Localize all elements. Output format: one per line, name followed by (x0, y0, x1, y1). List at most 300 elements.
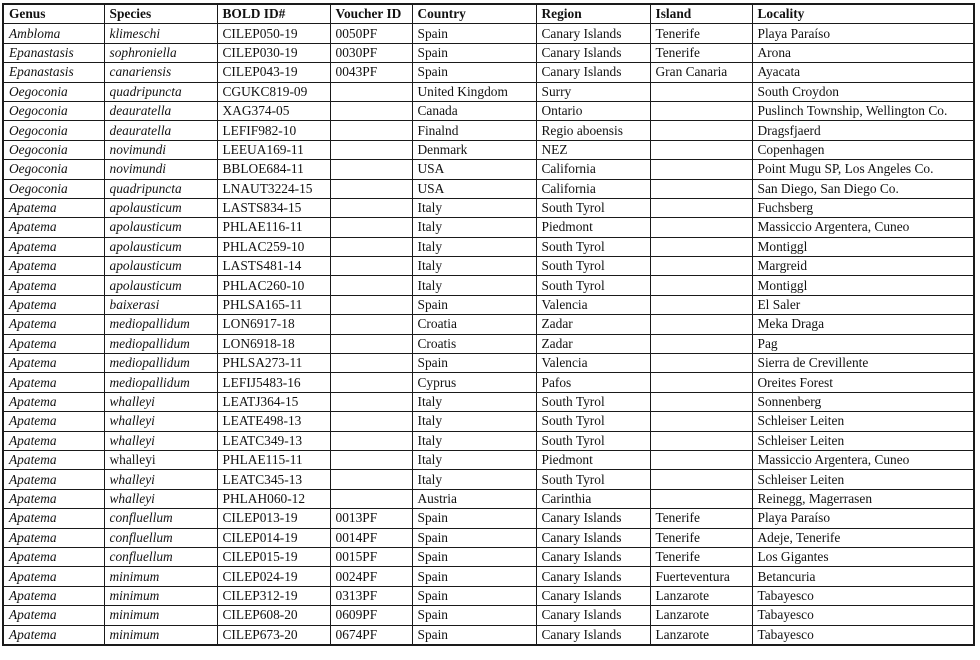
cell-bold-id: LON6918-18 (217, 334, 330, 353)
cell-region: Valencia (536, 354, 650, 373)
cell-island (650, 198, 752, 217)
cell-species: mediopallidum (104, 373, 217, 392)
table-row (3, 295, 974, 314)
cell-voucher-id: 0013PF (330, 509, 412, 528)
cell-bold-id: LEFIF982-10 (217, 121, 330, 140)
cell-species: whalleyi (104, 489, 217, 508)
cell-species: deauratella (104, 121, 217, 140)
cell-voucher-id (330, 450, 412, 469)
cell-genus: Apatema (3, 315, 104, 334)
table-row (3, 431, 974, 450)
table-row (3, 179, 974, 198)
cell-country: USA (412, 179, 536, 198)
cell-voucher-id (330, 160, 412, 179)
table-row (3, 334, 974, 353)
table-row (3, 509, 974, 528)
cell-country: Denmark (412, 140, 536, 159)
cell-species: apolausticum (104, 218, 217, 237)
cell-region: Valencia (536, 295, 650, 314)
table-row (3, 101, 974, 120)
cell-locality: Los Gigantes (752, 547, 974, 566)
cell-bold-id: CILEP024-19 (217, 567, 330, 586)
cell-bold-id: PHLAH060-12 (217, 489, 330, 508)
cell-voucher-id: 0609PF (330, 606, 412, 625)
table-row (3, 567, 974, 586)
cell-region: Canary Islands (536, 509, 650, 528)
cell-bold-id: CILEP312-19 (217, 586, 330, 605)
cell-island: Fuerteventura (650, 567, 752, 586)
cell-species: baixerasi (104, 295, 217, 314)
cell-country: Spain (412, 606, 536, 625)
cell-region: South Tyrol (536, 237, 650, 256)
table-row (3, 218, 974, 237)
cell-species: canariensis (104, 63, 217, 82)
cell-voucher-id (330, 101, 412, 120)
table-row (3, 373, 974, 392)
cell-region: South Tyrol (536, 431, 650, 450)
cell-region: Ontario (536, 101, 650, 120)
cell-locality: Playa Paraíso (752, 24, 974, 43)
cell-region: Canary Islands (536, 567, 650, 586)
cell-locality: Ayacata (752, 63, 974, 82)
cell-country: Spain (412, 295, 536, 314)
cell-region: Piedmont (536, 218, 650, 237)
cell-region: South Tyrol (536, 257, 650, 276)
cell-voucher-id (330, 354, 412, 373)
specimen-table-container (2, 3, 975, 646)
cell-region: NEZ (536, 140, 650, 159)
cell-genus: Oegoconia (3, 160, 104, 179)
cell-locality: Tabayesco (752, 586, 974, 605)
cell-voucher-id: 0674PF (330, 625, 412, 645)
cell-bold-id: LASTS834-15 (217, 198, 330, 217)
cell-voucher-id: 0043PF (330, 63, 412, 82)
cell-locality: Meka Draga (752, 315, 974, 334)
table-row (3, 140, 974, 159)
cell-species: whalleyi (104, 470, 217, 489)
cell-island: Lanzarote (650, 586, 752, 605)
cell-voucher-id (330, 276, 412, 295)
cell-region: Canary Islands (536, 625, 650, 645)
cell-locality: San Diego, San Diego Co. (752, 179, 974, 198)
cell-genus: Apatema (3, 257, 104, 276)
cell-bold-id: PHLAC259-10 (217, 237, 330, 256)
cell-country: Austria (412, 489, 536, 508)
header-species: Species (104, 4, 217, 24)
cell-species: novimundi (104, 160, 217, 179)
cell-genus: Apatema (3, 412, 104, 431)
cell-bold-id: LEATC345-13 (217, 470, 330, 489)
cell-bold-id: CGUKC819-09 (217, 82, 330, 101)
cell-country: Spain (412, 354, 536, 373)
cell-bold-id: CILEP015-19 (217, 547, 330, 566)
cell-voucher-id: 0015PF (330, 547, 412, 566)
table-row (3, 489, 974, 508)
cell-locality: Tabayesco (752, 625, 974, 645)
cell-island (650, 101, 752, 120)
table-row (3, 315, 974, 334)
cell-island (650, 354, 752, 373)
cell-genus: Apatema (3, 198, 104, 217)
cell-voucher-id (330, 489, 412, 508)
cell-island (650, 121, 752, 140)
cell-bold-id: CILEP050-19 (217, 24, 330, 43)
cell-bold-id: PHLSA273-11 (217, 354, 330, 373)
cell-locality: Montiggl (752, 237, 974, 256)
cell-region: Carinthia (536, 489, 650, 508)
specimen-table (2, 3, 975, 646)
cell-genus: Apatema (3, 509, 104, 528)
cell-genus: Apatema (3, 625, 104, 645)
cell-region: Surry (536, 82, 650, 101)
cell-island: Tenerife (650, 509, 752, 528)
table-row (3, 528, 974, 547)
table-row (3, 547, 974, 566)
cell-genus: Apatema (3, 373, 104, 392)
cell-locality: Reinegg, Magerrasen (752, 489, 974, 508)
cell-island (650, 140, 752, 159)
cell-species: whalleyi (104, 450, 217, 469)
table-row (3, 450, 974, 469)
cell-species: deauratella (104, 101, 217, 120)
cell-genus: Apatema (3, 450, 104, 469)
cell-island (650, 431, 752, 450)
cell-region: Canary Islands (536, 606, 650, 625)
cell-species: apolausticum (104, 276, 217, 295)
table-row (3, 82, 974, 101)
header-locality: Locality (752, 4, 974, 24)
table-body (3, 24, 974, 645)
cell-region: South Tyrol (536, 412, 650, 431)
cell-voucher-id (330, 140, 412, 159)
header-genus: Genus (3, 4, 104, 24)
cell-island: Tenerife (650, 547, 752, 566)
cell-species: confluellum (104, 528, 217, 547)
cell-bold-id: CILEP673-20 (217, 625, 330, 645)
cell-genus: Apatema (3, 489, 104, 508)
cell-country: Canada (412, 101, 536, 120)
cell-region: Zadar (536, 315, 650, 334)
cell-species: klimeschi (104, 24, 217, 43)
cell-species: apolausticum (104, 237, 217, 256)
cell-island (650, 218, 752, 237)
cell-genus: Epanastasis (3, 43, 104, 62)
cell-island (650, 450, 752, 469)
cell-locality: Margreid (752, 257, 974, 276)
cell-bold-id: LEATE498-13 (217, 412, 330, 431)
cell-genus: Apatema (3, 237, 104, 256)
table-row (3, 24, 974, 43)
table-row (3, 392, 974, 411)
cell-country: Italy (412, 431, 536, 450)
cell-genus: Apatema (3, 431, 104, 450)
cell-country: Spain (412, 43, 536, 62)
cell-locality: Betancuria (752, 567, 974, 586)
cell-bold-id: LON6917-18 (217, 315, 330, 334)
table-row (3, 412, 974, 431)
cell-voucher-id: 0313PF (330, 586, 412, 605)
cell-island (650, 160, 752, 179)
cell-genus: Oegoconia (3, 101, 104, 120)
cell-genus: Apatema (3, 606, 104, 625)
cell-island (650, 373, 752, 392)
cell-locality: Pag (752, 334, 974, 353)
header-country: Country (412, 4, 536, 24)
cell-region: California (536, 179, 650, 198)
cell-voucher-id (330, 218, 412, 237)
cell-locality: Playa Paraíso (752, 509, 974, 528)
table-row (3, 354, 974, 373)
cell-bold-id: PHLSA165-11 (217, 295, 330, 314)
cell-genus: Apatema (3, 354, 104, 373)
cell-region: Regio aboensis (536, 121, 650, 140)
cell-species: minimum (104, 625, 217, 645)
table-row (3, 121, 974, 140)
cell-locality: Schleiser Leiten (752, 412, 974, 431)
cell-bold-id: CILEP608-20 (217, 606, 330, 625)
table-row (3, 606, 974, 625)
cell-bold-id: XAG374-05 (217, 101, 330, 120)
cell-voucher-id (330, 334, 412, 353)
cell-bold-id: PHLAC260-10 (217, 276, 330, 295)
cell-country: Spain (412, 63, 536, 82)
cell-island (650, 237, 752, 256)
cell-species: minimum (104, 567, 217, 586)
cell-island (650, 179, 752, 198)
cell-island: Tenerife (650, 24, 752, 43)
cell-region: Canary Islands (536, 528, 650, 547)
table-row (3, 237, 974, 256)
cell-region: South Tyrol (536, 198, 650, 217)
cell-region: Canary Islands (536, 24, 650, 43)
cell-bold-id: CILEP030-19 (217, 43, 330, 62)
table-row (3, 198, 974, 217)
cell-locality: Schleiser Leiten (752, 431, 974, 450)
cell-country: Italy (412, 276, 536, 295)
cell-locality: Massiccio Argentera, Cuneo (752, 218, 974, 237)
cell-genus: Apatema (3, 470, 104, 489)
cell-country: Spain (412, 528, 536, 547)
header-row (3, 4, 974, 24)
cell-species: confluellum (104, 509, 217, 528)
cell-species: mediopallidum (104, 315, 217, 334)
cell-locality: Puslinch Township, Wellington Co. (752, 101, 974, 120)
cell-locality: Massiccio Argentera, Cuneo (752, 450, 974, 469)
cell-voucher-id: 0030PF (330, 43, 412, 62)
cell-voucher-id (330, 82, 412, 101)
cell-locality: Fuchsberg (752, 198, 974, 217)
cell-species: quadripuncta (104, 82, 217, 101)
cell-bold-id: LEFIJ5483-16 (217, 373, 330, 392)
cell-genus: Apatema (3, 567, 104, 586)
cell-country: Spain (412, 625, 536, 645)
table-row (3, 63, 974, 82)
cell-species: whalleyi (104, 392, 217, 411)
cell-voucher-id (330, 315, 412, 334)
cell-region: South Tyrol (536, 276, 650, 295)
cell-region: Canary Islands (536, 547, 650, 566)
cell-species: minimum (104, 586, 217, 605)
cell-genus: Apatema (3, 392, 104, 411)
cell-country: USA (412, 160, 536, 179)
cell-country: Finalnd (412, 121, 536, 140)
cell-locality: Adeje, Tenerife (752, 528, 974, 547)
cell-region: Pafos (536, 373, 650, 392)
cell-voucher-id (330, 295, 412, 314)
cell-voucher-id: 0024PF (330, 567, 412, 586)
cell-voucher-id (330, 392, 412, 411)
cell-region: South Tyrol (536, 470, 650, 489)
cell-island (650, 334, 752, 353)
table-row (3, 276, 974, 295)
cell-bold-id: LASTS481-14 (217, 257, 330, 276)
cell-country: Italy (412, 470, 536, 489)
cell-genus: Apatema (3, 586, 104, 605)
header-bold-id: BOLD ID# (217, 4, 330, 24)
header-voucher-id: Voucher ID (330, 4, 412, 24)
cell-genus: Apatema (3, 334, 104, 353)
cell-country: Croatis (412, 334, 536, 353)
cell-island: Lanzarote (650, 625, 752, 645)
cell-region: South Tyrol (536, 392, 650, 411)
cell-species: whalleyi (104, 431, 217, 450)
cell-locality: El Saler (752, 295, 974, 314)
cell-country: Italy (412, 392, 536, 411)
cell-species: sophroniella (104, 43, 217, 62)
cell-country: Croatia (412, 315, 536, 334)
cell-locality: Oreites Forest (752, 373, 974, 392)
cell-locality: Dragsfjaerd (752, 121, 974, 140)
cell-species: mediopallidum (104, 334, 217, 353)
cell-bold-id: PHLAE115-11 (217, 450, 330, 469)
cell-genus: Apatema (3, 295, 104, 314)
cell-voucher-id (330, 179, 412, 198)
cell-species: mediopallidum (104, 354, 217, 373)
cell-island (650, 412, 752, 431)
cell-genus: Ambloma (3, 24, 104, 43)
cell-species: whalleyi (104, 412, 217, 431)
cell-region: Piedmont (536, 450, 650, 469)
header-region: Region (536, 4, 650, 24)
cell-region: California (536, 160, 650, 179)
cell-voucher-id (330, 257, 412, 276)
cell-locality: Point Mugu SP, Los Angeles Co. (752, 160, 974, 179)
cell-voucher-id (330, 121, 412, 140)
cell-bold-id: PHLAE116-11 (217, 218, 330, 237)
cell-country: Spain (412, 586, 536, 605)
cell-species: apolausticum (104, 257, 217, 276)
cell-country: Italy (412, 198, 536, 217)
cell-locality: Tabayesco (752, 606, 974, 625)
cell-voucher-id: 0050PF (330, 24, 412, 43)
cell-genus: Oegoconia (3, 121, 104, 140)
table-row (3, 160, 974, 179)
cell-locality: Sonnenberg (752, 392, 974, 411)
cell-genus: Oegoconia (3, 179, 104, 198)
cell-species: quadripuncta (104, 179, 217, 198)
cell-locality: Arona (752, 43, 974, 62)
cell-country: Spain (412, 509, 536, 528)
cell-island: Tenerife (650, 528, 752, 547)
table-row (3, 586, 974, 605)
cell-bold-id: CILEP014-19 (217, 528, 330, 547)
cell-island (650, 315, 752, 334)
cell-voucher-id (330, 431, 412, 450)
cell-country: United Kingdom (412, 82, 536, 101)
cell-genus: Epanastasis (3, 63, 104, 82)
cell-voucher-id (330, 373, 412, 392)
cell-region: Canary Islands (536, 63, 650, 82)
cell-bold-id: LEATC349-13 (217, 431, 330, 450)
cell-species: novimundi (104, 140, 217, 159)
cell-bold-id: CILEP043-19 (217, 63, 330, 82)
cell-island (650, 470, 752, 489)
cell-voucher-id (330, 237, 412, 256)
cell-bold-id: LEATJ364-15 (217, 392, 330, 411)
cell-species: minimum (104, 606, 217, 625)
cell-island (650, 276, 752, 295)
cell-country: Spain (412, 547, 536, 566)
cell-island (650, 489, 752, 508)
cell-voucher-id (330, 412, 412, 431)
cell-island (650, 295, 752, 314)
cell-country: Cyprus (412, 373, 536, 392)
cell-island (650, 82, 752, 101)
cell-island (650, 392, 752, 411)
cell-bold-id: LEEUA169-11 (217, 140, 330, 159)
cell-bold-id: CILEP013-19 (217, 509, 330, 528)
cell-locality: Sierra de Crevillente (752, 354, 974, 373)
cell-locality: South Croydon (752, 82, 974, 101)
cell-locality: Montiggl (752, 276, 974, 295)
cell-bold-id: BBLOE684-11 (217, 160, 330, 179)
cell-region: Zadar (536, 334, 650, 353)
cell-island: Tenerife (650, 43, 752, 62)
cell-country: Italy (412, 450, 536, 469)
cell-genus: Apatema (3, 547, 104, 566)
cell-genus: Apatema (3, 218, 104, 237)
cell-genus: Oegoconia (3, 140, 104, 159)
cell-country: Italy (412, 218, 536, 237)
cell-country: Italy (412, 237, 536, 256)
table-row (3, 257, 974, 276)
table-row (3, 43, 974, 62)
cell-species: confluellum (104, 547, 217, 566)
header-island: Island (650, 4, 752, 24)
cell-region: Canary Islands (536, 586, 650, 605)
cell-island (650, 257, 752, 276)
cell-island: Gran Canaria (650, 63, 752, 82)
cell-island: Lanzarote (650, 606, 752, 625)
table-row (3, 470, 974, 489)
cell-country: Spain (412, 567, 536, 586)
cell-country: Spain (412, 24, 536, 43)
cell-country: Italy (412, 412, 536, 431)
cell-species: apolausticum (104, 198, 217, 217)
cell-bold-id: LNAUT3224-15 (217, 179, 330, 198)
cell-genus: Apatema (3, 528, 104, 547)
cell-voucher-id (330, 198, 412, 217)
cell-voucher-id: 0014PF (330, 528, 412, 547)
cell-country: Italy (412, 257, 536, 276)
table-row (3, 625, 974, 645)
cell-locality: Schleiser Leiten (752, 470, 974, 489)
cell-voucher-id (330, 470, 412, 489)
cell-region: Canary Islands (536, 43, 650, 62)
cell-locality: Copenhagen (752, 140, 974, 159)
cell-genus: Oegoconia (3, 82, 104, 101)
cell-genus: Apatema (3, 276, 104, 295)
